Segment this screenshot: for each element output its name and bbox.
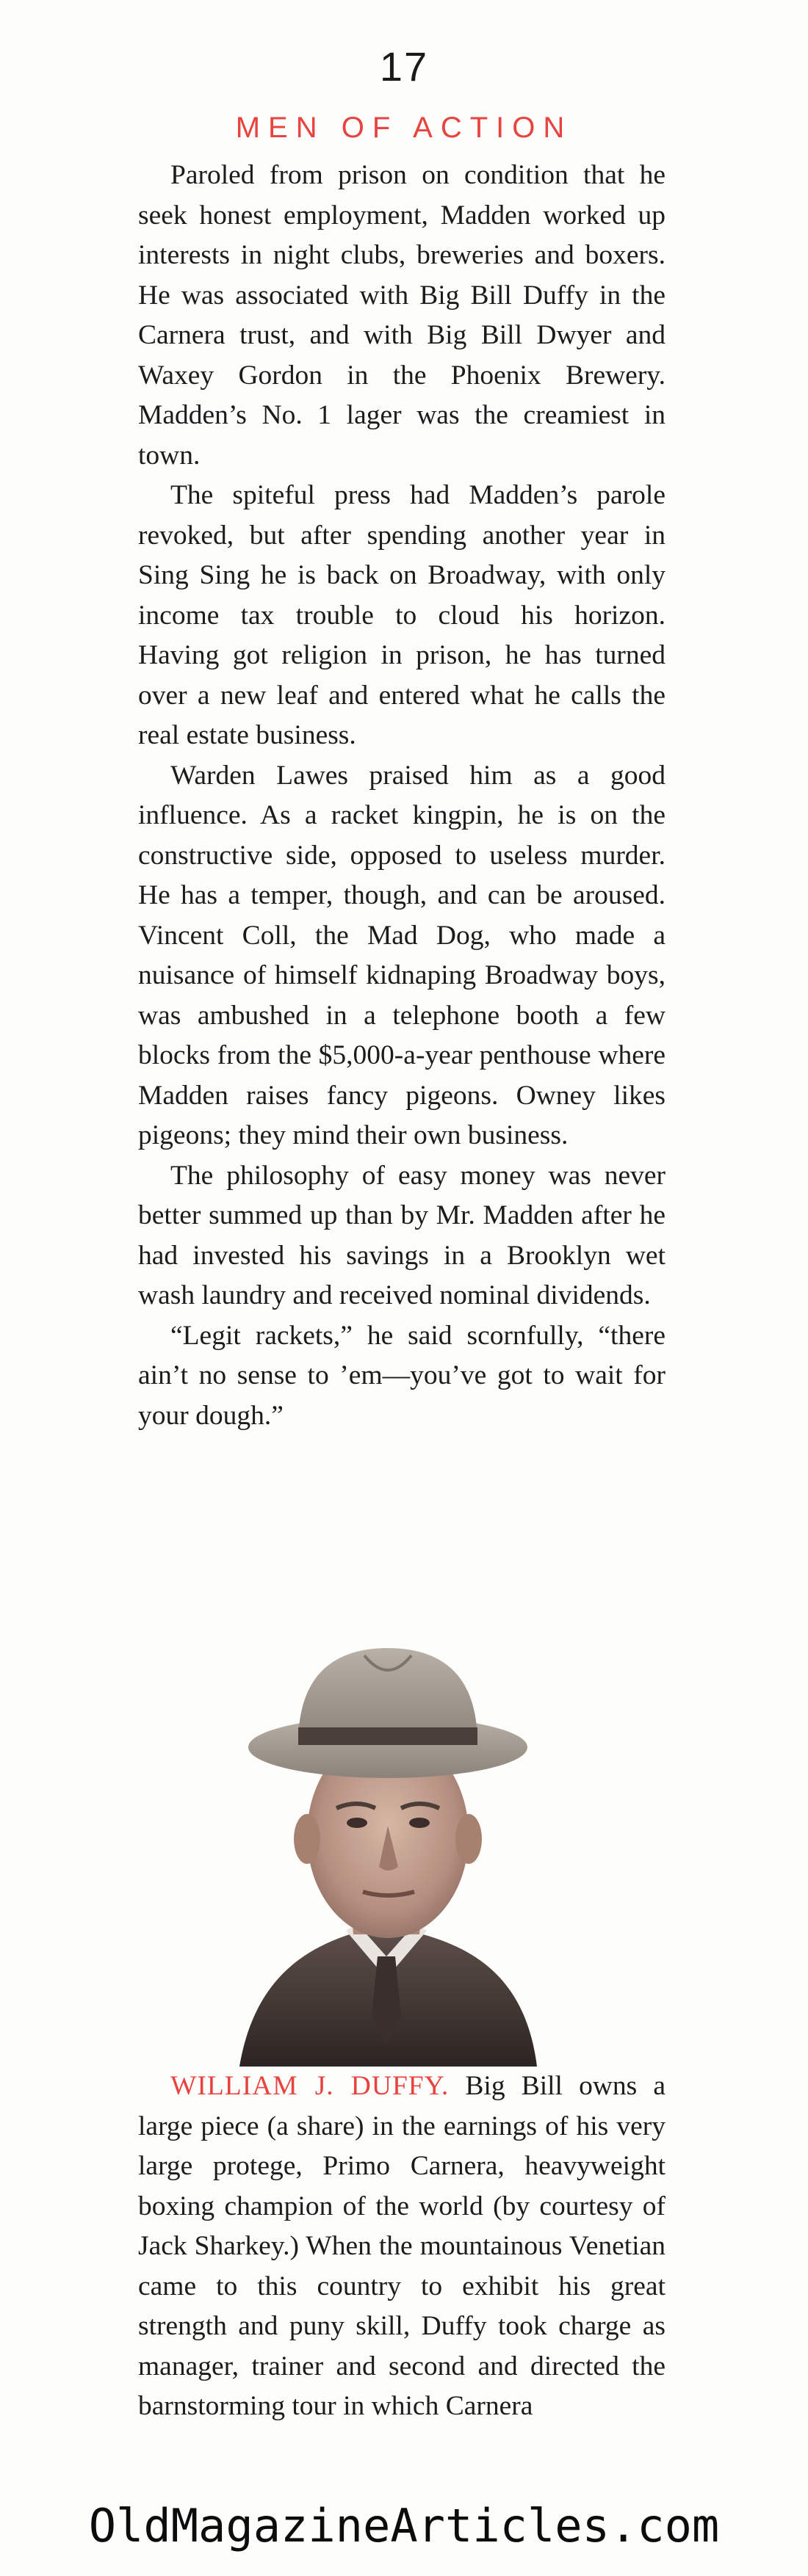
hat-band [298,1727,477,1745]
paragraph-press-revoked: The spiteful press had Madden’s parole revoked, but after spending another year in Sing Sing he is back on Broadway, with only income tax trouble to cloud his horizon. Having got religion in prison, he has turned over a new leaf and entered what he calls the real estate business. [138,480,665,750]
duffy-text: Big Bill owns a large piece (a share) in the earnings of his very large protege, Primo Carnera, heavyweight boxing champion of the world (by courtesy of Jack Sharkey.) When the mountainous Venetian came to this country to exhibit his great strength and puny skill, Duffy took charge as manager, trainer and second and directed the barnstorming tour in which Carnera [138,2071,665,2421]
paragraph-madden-parole: Paroled from prison on condition that he seek honest employment, Madden worked up interests in night clubs, breweries and boxers. He was associated with Big Bill Duffy in the Carnera trust, and with Big Bill Dwyer and Waxey Gordon in the Phoenix Brewery. Madden’s No. 1 lager was the creamiest in town. [138,160,665,471]
portrait-photo [225,1633,548,2067]
paragraph-legit-rackets: “Legit rackets,” he said scornfully, “there ain’t no sense to ’em—you’ve got to wait for your dough.” [138,1320,665,1431]
paragraph-easy-money: The philosophy of easy money was never better summed up than by Mr. Madden after he had invested his savings in a Brooklyn wet wash laundry and received nominal dividends. [138,1160,665,1310]
section-title: MEN OF ACTION [235,112,573,144]
duffy-name-lead: WILLIAM J. DUFFY. [170,2071,450,2101]
portrait-illustration [225,1633,548,2067]
paragraph-duffy [138,2067,665,2427]
site-watermark: OldMagazineArticles.com [88,2499,720,2553]
article-top [138,156,665,1436]
page-number: 17 [379,43,429,90]
paragraph-warden-lawes: Warden Lawes praised him as a good influence. As a racket kingpin, he is on the constructive side, opposed to useless murder. He has a temper, though, and can be aroused. Vincent Coll, the Mad Dog, who made a nuisance of himself kidnaping Broadway boys, was ambushed in a telephone booth a few blocks from the $5,000-a-year penthouse where Madden raises fancy pigeons. Owney likes pigeons; they mind their own business. [138,760,665,1150]
article-bottom [138,2067,665,2427]
